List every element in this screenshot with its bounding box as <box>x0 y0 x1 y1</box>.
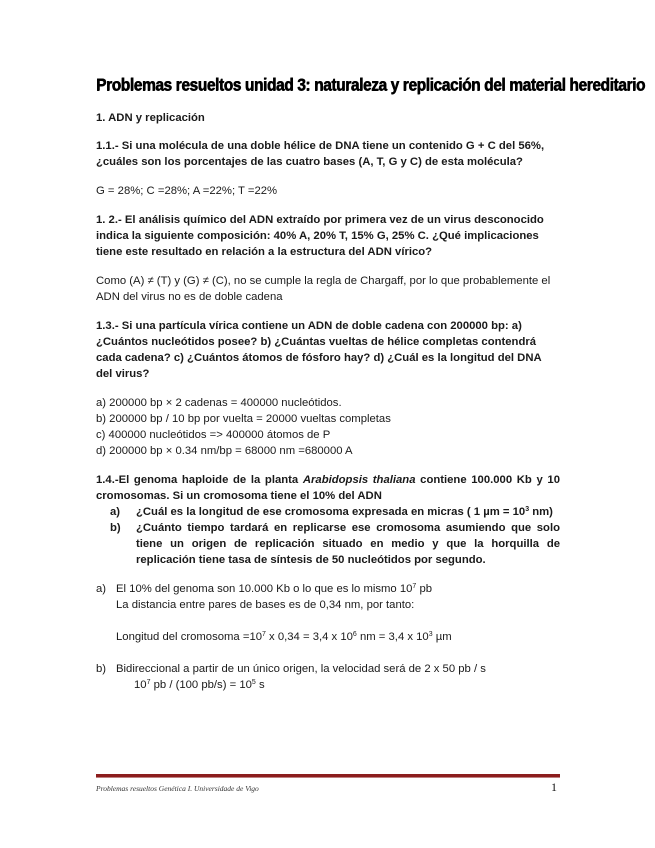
question-1-3: 1.3.- Si una partícula vírica contiene un ADN de doble cadena con 200000 bp: a) ¿Cuántos nucleótidos posee? b) ¿Cuántas vueltas de hélice completas contendrá cada cadena? c) ¿Cuántos átomos de fósforo hay? d) ¿Cuál es la longitud del DNA del virus? <box>96 320 542 380</box>
answer-1-1: G = 28%; C =28%; A =22%; T =22% <box>96 185 278 197</box>
document-body <box>96 110 560 693</box>
footer-divider <box>96 774 560 778</box>
question-1-1: 1.1.- Si una molécula de una doble hélice de DNA tiene un contenido G + C del 56%, ¿cuáles son los porcentajes de las cuatro bases (A, T, G y C) de esta molécula? <box>96 140 545 168</box>
replication-time-formula: $10^7$ pb / (100 $pb/s) = 10^5$ s <box>134 679 265 691</box>
answer-1-3-b: b) 200000 bp / 10 bp por vuelta = 20000 vueltas completas <box>96 413 391 425</box>
question-1-4-b: b) ¿Cuánto tiempo tardará en replicarse ese cromosoma asumiendo que solo tiene un origen de replicación situado en medio y que la horquilla de replicación tiene tasa de síntesis de 50 nucleótidos por segundo. <box>110 522 560 566</box>
chromosome-length-formula: Longitud del cromosoma $=10^7$ x 0,34 = 3,4 x $10^6$ nm = 3,4 x $10^3$ µm <box>116 631 452 643</box>
question-1-4-a: a) ¿Cuál es la longitud de ese cromosoma expresada en micras ( 1 $\mu m = 10^3$ nm) <box>110 506 553 518</box>
answer-1-4-a: a) El 10% del genoma son 10.000 Kb o lo que es lo mismo $10^7$ pb La distancia entre pares de bases es de 0,34 nm, por tanto: Longitud del cromosoma $=10^7$ x 0,34 = 3,4 x $10^6$ nm = 3,4 x $10^3$ µm <box>96 581 560 645</box>
answer-1-2: Como (A) ≠ (T) y (G) ≠ (C), no se cumple la regla de Chargaff, por lo que probablemente el ADN del virus no es de doble cadena <box>96 275 551 303</box>
page-number: 1 <box>551 780 557 794</box>
section-heading: 1. ADN y replicación <box>96 112 205 124</box>
species-name: Arabidopsis thaliana <box>302 474 416 486</box>
answer-1-3-d: d) 200000 bp × 0.34 nm/bp = 68000 nm =680000 A <box>96 445 353 457</box>
footer-text: Problemas resueltos Genética I. Universidade de Vigo <box>96 784 259 793</box>
page-title: Problemas resueltos unidad 3: naturaleza y replicación del material hereditario <box>96 76 645 96</box>
question-1-2: 1. 2.- El análisis químico del ADN extraído por primera vez de un virus desconocido indica la siguiente composición: 40% A, 20% T, 15% G, 25% C. ¿Qué implicaciones tiene este resultado en relación a la estructura del ADN vírico? <box>96 214 544 258</box>
question-1-4-parts <box>96 504 560 568</box>
answer-1-3-c: c) 400000 nucleótidos => 400000 átomos de P <box>96 429 331 441</box>
answer-1-3-a: a) 200000 bp × 2 cadenas = 400000 nucleótidos. <box>96 397 342 409</box>
question-1-4: 1.4.-El genoma haploide de la planta Arabidopsis thaliana contiene 100.000 Kb y 10 cromosomas. Si un cromosoma tiene el 10% del ADN <box>96 474 560 502</box>
answer-1-3 <box>96 395 560 459</box>
answer-1-4-b: b) Bidireccional a partir de un único origen, la velocidad será de 2 x 50 pb / s $10^7$ pb / (100 $pb/s) = 10^5$ s <box>96 661 560 693</box>
